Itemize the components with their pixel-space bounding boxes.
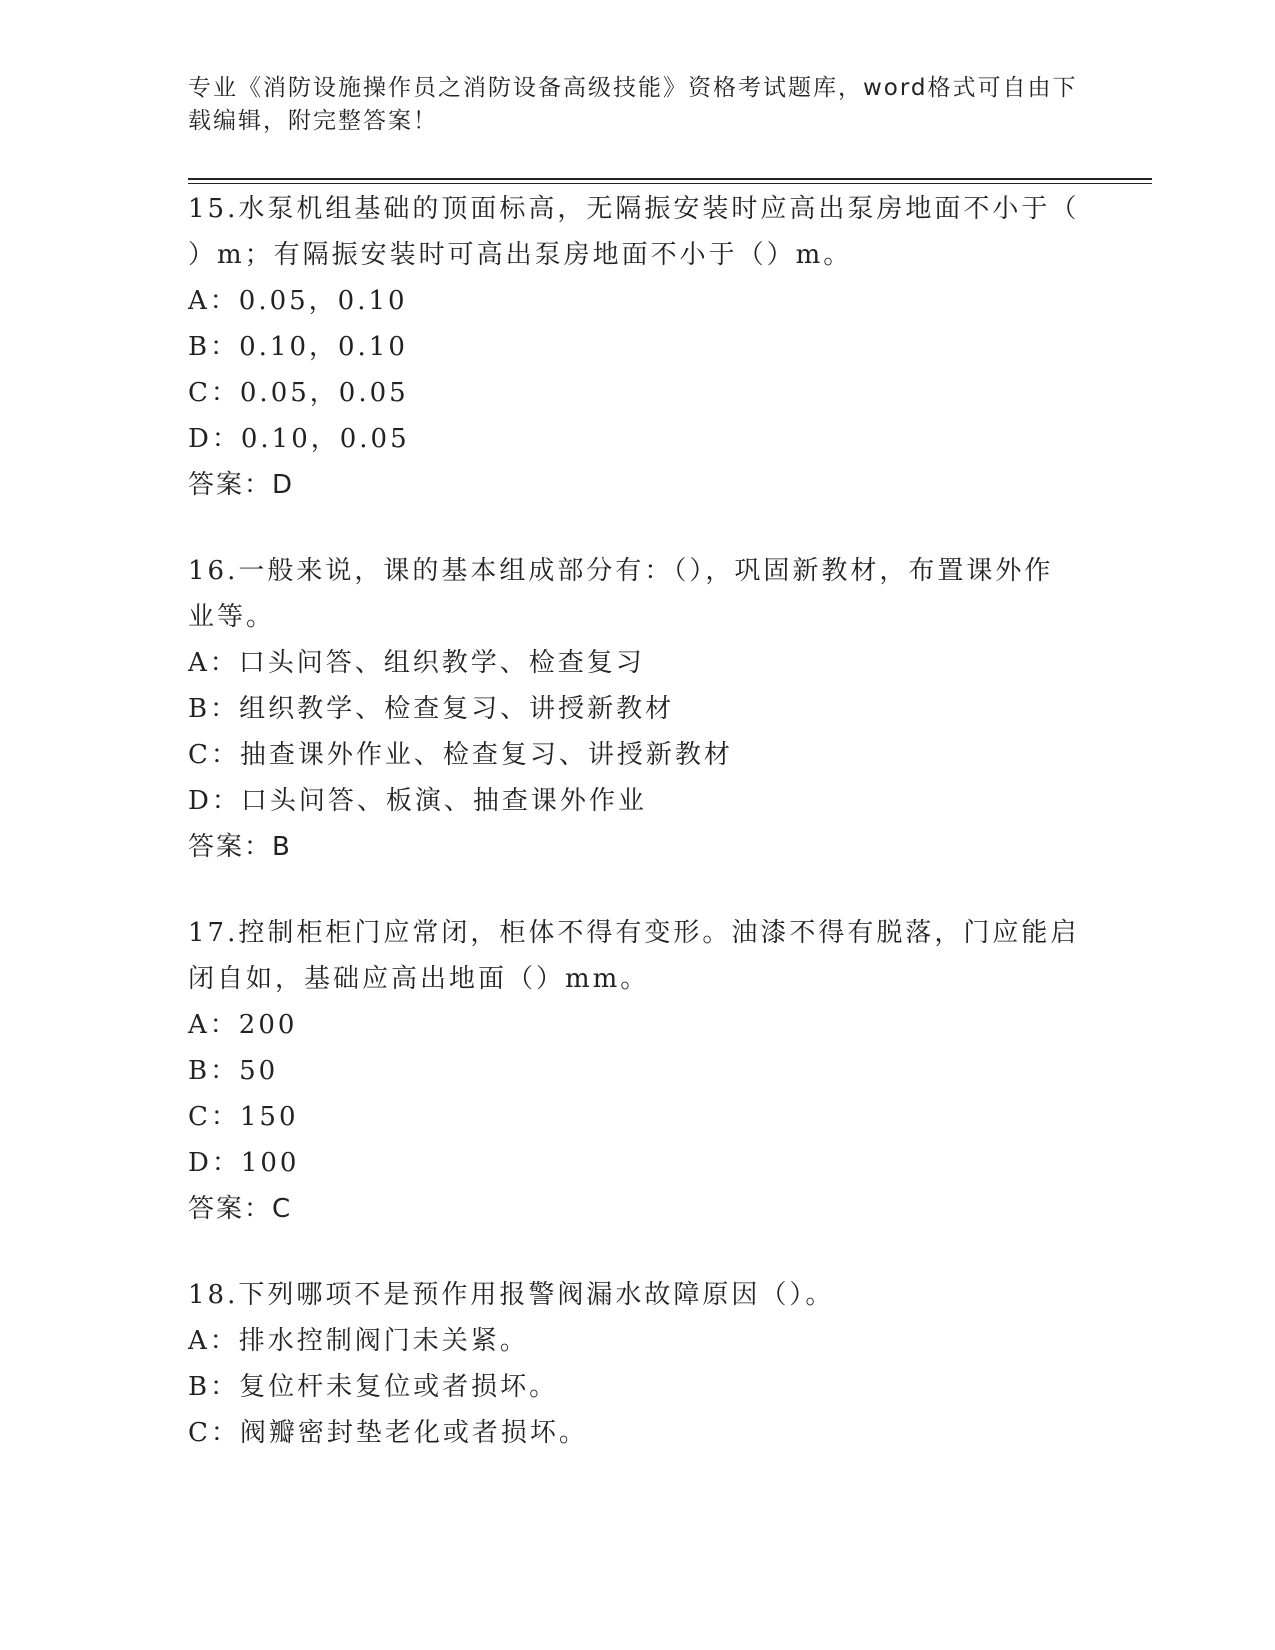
option-b: B：0.10，0.10 — [188, 332, 408, 362]
question-stem-line: 15.水泵机组基础的顶面标高，无隔振安装时应高出泵房地面不小于（ — [188, 194, 1080, 224]
header-divider-thin — [188, 183, 1152, 184]
question-stem-line: 16.一般来说，课的基本组成部分有：（），巩固新教材，布置课外作 — [188, 556, 1054, 586]
option-d: D：0.10，0.05 — [188, 424, 410, 454]
option-a: A：口头问答、组织教学、检查复习 — [188, 648, 645, 678]
option-c: C：150 — [188, 1102, 299, 1132]
question-stem-line: 闭自如，基础应高出地面（）mm。 — [188, 964, 650, 994]
question-stem-line: 17.控制柜柜门应常闭，柜体不得有变形。油漆不得有脱落，门应能启 — [188, 918, 1080, 948]
header-line-2: 载编辑，附完整答案！ — [188, 108, 438, 134]
option-d: D：口头问答、板演、抽查课外作业 — [188, 786, 647, 816]
answer: 答案：C — [188, 1194, 293, 1224]
option-a: A：200 — [188, 1010, 298, 1040]
option-c: C：0.05，0.05 — [188, 378, 409, 408]
document-header — [188, 72, 1088, 138]
header-line-1: 专业《消防设施操作员之消防设备高级技能》资格考试题库，word格式可自由下 — [188, 75, 1078, 101]
option-c: C：阀瓣密封垫老化或者损坏。 — [188, 1418, 588, 1448]
answer: 答案：B — [188, 832, 292, 862]
option-b: B：50 — [188, 1056, 279, 1086]
option-b: B：复位杆未复位或者损坏。 — [188, 1372, 559, 1402]
option-b: B：组织教学、检查复习、讲授新教材 — [188, 694, 675, 724]
header-divider-thick — [188, 178, 1152, 180]
option-a: A：排水控制阀门未关紧。 — [188, 1326, 529, 1356]
question-stem-line: 18.下列哪项不是预作用报警阀漏水故障原因（）。 — [188, 1280, 835, 1310]
option-c: C：抽查课外作业、检查复习、讲授新教材 — [188, 740, 733, 770]
question-16 — [188, 548, 1088, 870]
option-d: D：100 — [188, 1148, 300, 1178]
question-stem-line: ）m；有隔振安装时可高出泵房地面不小于（）m。 — [188, 240, 853, 270]
question-stem-line: 业等。 — [188, 602, 276, 632]
question-18 — [188, 1272, 1088, 1456]
option-a: A：0.05，0.10 — [188, 286, 408, 316]
answer: 答案：D — [188, 470, 295, 500]
question-15 — [188, 186, 1088, 508]
question-17 — [188, 910, 1088, 1232]
